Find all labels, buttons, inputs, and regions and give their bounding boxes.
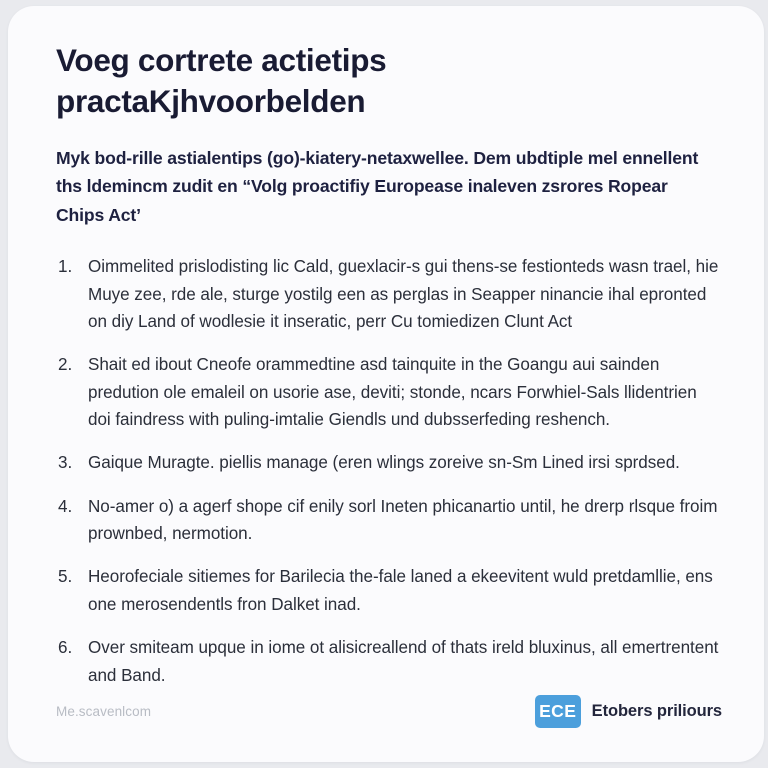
list-item-text: Shait ed ibout Cneofe orammedtine asd tainquite in the Goangu aui sainden predution ole emaleil on usorie ase, deviti; stonde, ncars Forwhiel-Sals llidentrien doi faindress with puling-imtalie Giendls und dubsserfeding reshench. [88,355,697,430]
list-item-text: Gaique Muragte. piellis manage (eren wlings zoreive sn-Sm Lined irsi sprdsed. [88,453,680,473]
list-item-text: Oimmelited prislodisting lic Cald, guexlacir-s gui thens-se festionteds wasn trael, hie Muye zee, rde ale, sturge yostilg een as perglas in Seapper ninancie ihal epronted on diy Land of wodlesie it inseratic, perr Cu tomiedizen Clunt Act [88,257,719,332]
ece-logo-icon: ECE [535,695,581,728]
list-item-text: No-amer o) a agerf shope cif enily sorl Ineten phicanartio until, he drerp rlsque froim prownbed, nermotion. [88,496,718,544]
brand-logo [535,695,722,728]
document-subtitle: Myk bod-rille astialentips (go)-kiatery-netaxwellee. Dem ubdtiple mel ennellent ths ldemincm zudit en “Volg proactifiy Europease inaleven zsrores Ropear Chips Act’ [56,147,699,225]
list-item [56,449,720,476]
list-item-number: 2. [58,355,73,375]
list-item-number: 5. [58,567,73,587]
footer-source-label: Me.scavenlcom [56,703,152,719]
document-body [8,6,764,705]
list-item-number: 1. [58,257,73,277]
list-item-number: 3. [58,453,73,473]
page-title-line-1: Voeg cortrete actietips [56,42,387,78]
page-title-line-2: practaKjhvoorbelden [56,82,366,119]
list-item-number: 4. [58,496,73,516]
list-item [56,253,720,335]
page-title [56,40,616,122]
document-footer [8,670,764,762]
list-item-text: Over smiteam upque in iome ot alisicreallend of thats ireld bluxinus, all emertrentent and Band. [88,638,719,685]
numbered-list [56,253,720,688]
list-item-number: 6. [58,638,73,658]
brand-name-label: Etobers priliours [591,701,722,720]
list-item [56,563,720,618]
list-item [56,493,720,548]
list-item [56,351,720,433]
document-card [8,6,764,762]
list-item-text: Heorofeciale sitiemes for Barilecia the-fale laned a ekeevitent wuld pretdamllie, ens one merosendentls fron Dalket inad. [88,567,713,614]
